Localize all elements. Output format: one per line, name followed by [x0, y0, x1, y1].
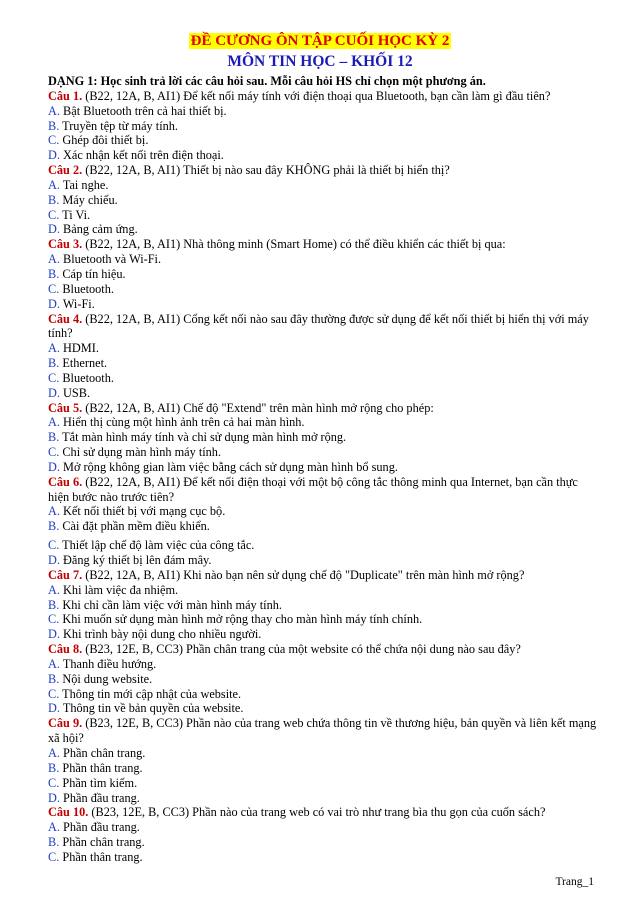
option-letter: D. — [48, 627, 60, 642]
option-text: Thông tin mới cập nhật của website. — [59, 686, 242, 701]
question-2 — [48, 163, 598, 178]
option-letter: B. — [48, 266, 60, 281]
option-text: Đăng ký thiết bị lên đám mây. — [59, 553, 212, 567]
answer-option — [48, 178, 598, 193]
question-7 — [48, 568, 598, 583]
question-label: Câu 3. — [48, 237, 83, 252]
option-text: Bluetooth. — [59, 281, 114, 296]
answer-option — [48, 341, 598, 356]
answer-option — [48, 612, 598, 627]
option-letter: D. — [48, 385, 60, 400]
option-letter: C. — [48, 370, 60, 385]
question-4 — [48, 312, 598, 342]
option-letter: A. — [48, 341, 60, 356]
question-text: (B23, 12E, B, CC3) Phần chân trang của một website có thể chứa nội dung nào sau đây? — [82, 642, 521, 657]
answer-option — [48, 598, 598, 613]
question-label: Câu 5. — [48, 400, 83, 415]
option-letter: B. — [48, 430, 60, 445]
answer-option — [48, 252, 598, 267]
option-text: Ti Vi. — [59, 207, 91, 222]
option-text: Tắt màn hình máy tính và chỉ sử dụng màn hình mở rộng. — [59, 430, 347, 445]
option-letter: B. — [48, 760, 60, 775]
answer-option — [48, 776, 598, 791]
option-letter: C. — [48, 281, 60, 296]
question-3 — [48, 237, 598, 252]
question-text: (B22, 12A, B, AI1) Nhà thông minh (Smart Home) có thể điều khiển các thiết bị qua: — [82, 237, 506, 252]
option-text: Xác nhận kết nối trên điện thoại. — [59, 148, 224, 163]
question-text: (B22, 12A, B, AI1) Thiết bị nào sau đây KHÔNG phải là thiết bị hiển thị? — [82, 163, 450, 178]
question-label: Câu 6. — [48, 474, 83, 489]
option-letter: D. — [48, 459, 60, 474]
answer-option — [48, 583, 598, 598]
answer-option — [48, 504, 598, 519]
question-label: Câu 7. — [48, 567, 83, 582]
answer-option — [48, 208, 598, 223]
question-text: (B22, 12A, B, AI1) Để kết nối điện thoại với một bộ công tắc thông minh qua Internet, bạn cần thực hiện bước nào trước tiên? — [48, 474, 578, 504]
answer-option — [48, 627, 598, 642]
option-letter: A. — [48, 820, 60, 835]
answer-option — [48, 445, 598, 460]
option-letter: D. — [48, 553, 60, 567]
option-text: Bật Bluetooth trên cả hai thiết bị. — [59, 103, 227, 118]
option-text: Mở rộng không gian làm việc bằng cách sử dụng màn hình bổ sung. — [59, 459, 398, 474]
answer-option — [48, 761, 598, 776]
answer-option — [48, 850, 598, 865]
option-text: Hiển thị cùng một hình ảnh trên cả hai màn hình. — [59, 415, 305, 430]
answer-option — [48, 415, 598, 430]
option-text: Cáp tín hiệu. — [59, 266, 126, 281]
option-text: Phần đầu trang. — [59, 820, 140, 835]
option-text: Bảng cảm ứng. — [59, 222, 138, 237]
option-letter: A. — [48, 103, 60, 118]
option-text: Thiết lập chế độ làm việc của công tắc. — [59, 538, 255, 553]
option-letter: D. — [48, 148, 60, 163]
option-text: Kết nối thiết bị với mạng cục bộ. — [59, 504, 226, 519]
option-letter: C. — [48, 133, 60, 148]
option-letter: B. — [48, 835, 60, 850]
document-title — [0, 33, 640, 50]
option-text: Ghép đôi thiết bị. — [59, 133, 149, 148]
question-label: Câu 1. — [48, 88, 83, 103]
question-9 — [48, 716, 598, 746]
answer-option — [48, 133, 598, 148]
option-text: Wi-Fi. — [59, 296, 95, 311]
option-letter: C. — [48, 686, 60, 701]
answer-option — [48, 430, 598, 445]
option-text: Khi làm việc đa nhiệm. — [59, 582, 179, 597]
option-letter: C. — [48, 538, 60, 553]
option-letter: C. — [48, 445, 60, 460]
question-label: Câu 10. — [48, 805, 89, 820]
answer-option — [48, 791, 598, 806]
option-letter: C. — [48, 612, 60, 627]
option-letter: D. — [48, 296, 60, 311]
option-letter: C. — [48, 849, 60, 864]
option-letter: A. — [48, 504, 60, 519]
answer-option — [48, 657, 598, 672]
option-letter: D. — [48, 701, 60, 716]
document-subtitle: MÔN TIN HỌC – KHỐI 12 — [227, 53, 413, 70]
option-text: Thông tin về bản quyền của website. — [59, 701, 244, 716]
option-text: Máy chiếu. — [59, 192, 118, 207]
option-letter: B. — [48, 671, 60, 686]
answer-option — [48, 148, 598, 163]
answer-option — [48, 701, 598, 716]
question-text: (B23, 12E, B, CC3) Phần nào của trang web có vai trò như trang bìa thu gọn của cuốn sách? — [88, 805, 546, 820]
option-text: Nội dung website. — [59, 671, 153, 686]
answer-option — [48, 519, 598, 534]
option-text: Truyền tệp từ máy tính. — [59, 118, 178, 133]
option-text: HDMI. — [59, 341, 99, 356]
option-text: Ethernet. — [59, 356, 108, 371]
answer-option — [48, 267, 598, 282]
question-text: (B22, 12A, B, AI1) Cổng kết nối nào sau đây thường được sử dụng để kết nối thiết bị hiển thị với máy tính? — [48, 311, 589, 341]
option-letter: B. — [48, 192, 60, 207]
answer-option — [48, 282, 598, 297]
question-8 — [48, 642, 598, 657]
option-letter: A. — [48, 415, 60, 430]
question-6 — [48, 475, 598, 505]
option-letter: B. — [48, 597, 60, 612]
question-5 — [48, 401, 598, 416]
option-letter: A. — [48, 177, 60, 192]
answer-option — [48, 193, 598, 208]
answer-option — [48, 297, 598, 312]
question-label: Câu 8. — [48, 642, 83, 657]
question-list — [48, 74, 598, 865]
option-text: Khi chỉ cần làm việc với màn hình máy tính. — [59, 597, 282, 612]
option-text: Phần đầu trang. — [59, 790, 140, 805]
option-text: USB. — [59, 385, 91, 400]
option-text: Chỉ sử dụng màn hình máy tính. — [59, 445, 222, 460]
answer-option — [48, 371, 598, 386]
answer-option — [48, 460, 598, 475]
option-letter: B. — [48, 519, 60, 534]
option-letter: D. — [48, 222, 60, 237]
question-label: Câu 2. — [48, 163, 83, 178]
question-10 — [48, 805, 598, 820]
option-text: Bluetooth. — [59, 370, 114, 385]
option-text: Khi trình bày nội dung cho nhiều người. — [59, 627, 262, 642]
option-letter: A. — [48, 252, 60, 267]
option-text: Phần chân trang. — [59, 745, 146, 760]
option-letter: D. — [48, 790, 60, 805]
option-letter: A. — [48, 656, 60, 671]
option-text: Phần thân trang. — [59, 849, 143, 864]
answer-option — [48, 820, 598, 835]
page-number: Trang_1 — [555, 876, 594, 888]
option-text: Tai nghe. — [59, 177, 109, 192]
answer-option — [48, 386, 598, 401]
option-text: Cài đặt phần mềm điều khiển. — [59, 519, 210, 534]
answer-option — [48, 538, 598, 553]
answer-option — [48, 672, 598, 687]
option-text: Bluetooth và Wi-Fi. — [59, 252, 162, 267]
question-1 — [48, 89, 598, 104]
option-letter: C. — [48, 775, 60, 790]
option-text: Phần tìm kiếm. — [59, 775, 138, 790]
option-letter: C. — [48, 207, 60, 222]
answer-option — [48, 104, 598, 119]
section-heading: DẠNG 1: Học sinh trả lời các câu hỏi sau. Mỗi câu hỏi HS chỉ chọn một phương án. — [48, 74, 486, 88]
answer-option — [48, 119, 598, 134]
answer-option — [48, 222, 598, 237]
answer-option — [48, 553, 598, 568]
option-letter: A. — [48, 582, 60, 597]
question-text: (B22, 12A, B, AI1) Khi nào bạn nên sử dụng chế độ "Duplicate" trên màn hình mở rộng? — [82, 567, 525, 582]
option-text: Phần chân trang. — [59, 835, 145, 850]
option-letter: B. — [48, 118, 60, 133]
question-label: Câu 9. — [48, 716, 83, 731]
option-letter: A. — [48, 745, 60, 760]
option-text: Thanh điều hướng. — [59, 656, 157, 671]
question-text: (B22, 12A, B, AI1) Chế độ "Extend" trên màn hình mở rộng cho phép: — [82, 400, 434, 415]
answer-option — [48, 835, 598, 850]
document-title-text: ĐỀ CƯƠNG ÔN TẬP CUỐI HỌC KỲ 2 — [190, 33, 450, 49]
answer-option — [48, 356, 598, 371]
question-text: (B22, 12A, B, AI1) Để kết nối máy tính với điện thoại qua Bluetooth, bạn cần làm gì đầu tiên? — [82, 88, 551, 103]
option-text: Phần thân trang. — [59, 760, 143, 775]
option-letter: B. — [48, 356, 60, 371]
answer-option — [48, 687, 598, 702]
question-text: (B23, 12E, B, CC3) Phần nào của trang web chứa thông tin về thương hiệu, bản quyền và liên kết mạng xã hội? — [48, 716, 597, 746]
answer-option — [48, 746, 598, 761]
option-text: Khi muốn sử dụng màn hình mở rộng thay cho màn hình máy tính chính. — [59, 612, 423, 627]
question-label: Câu 4. — [48, 311, 83, 326]
